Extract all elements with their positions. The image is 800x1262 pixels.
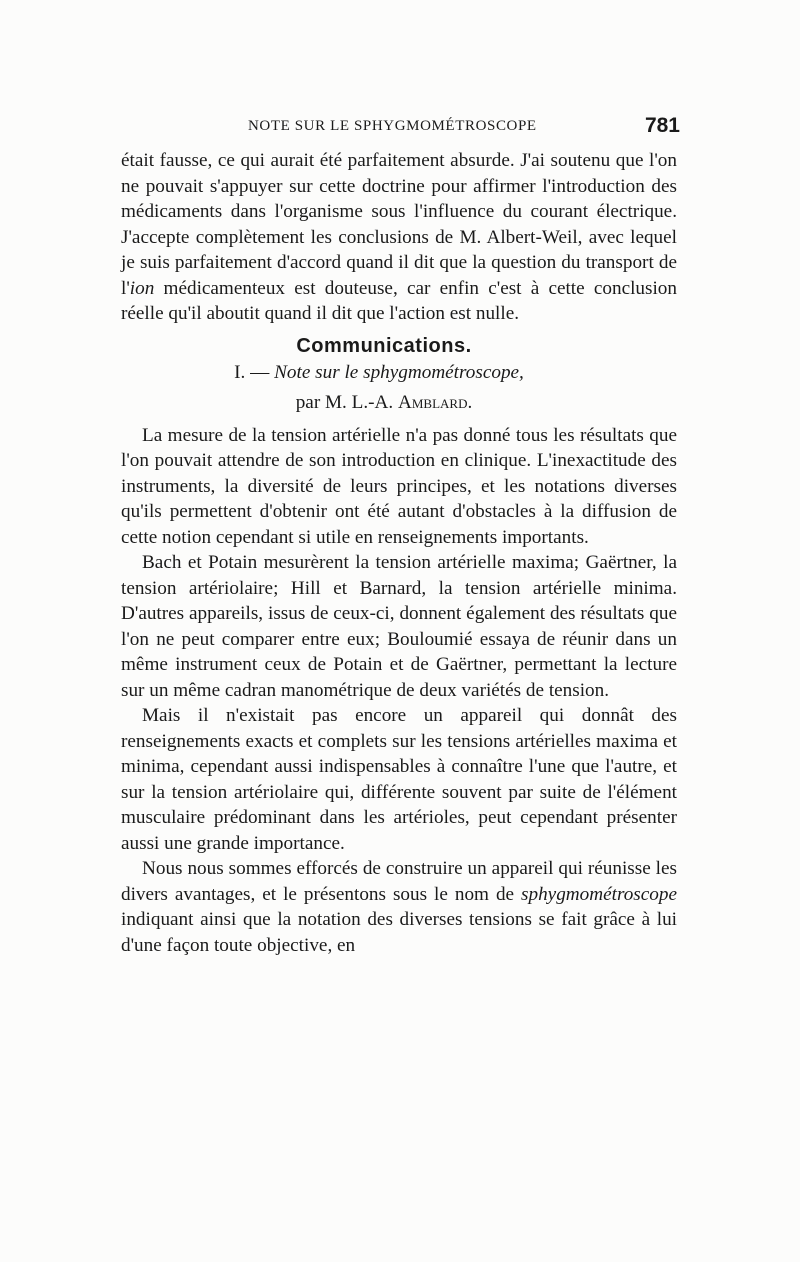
body-text	[121, 148, 677, 958]
continuation-paragraph	[121, 148, 677, 327]
byline	[121, 387, 677, 419]
page-number: 781	[644, 114, 680, 137]
paragraph-2: Bach et Potain mesurèrent la tension artérielle maxima; Gaërtner, la tension artériolaire; Hill et Barnard, la tension artérielle minima. D'autres appareils, issus de ceux-ci, donnent également des résultats que l'on ne peut comparer entre eux; Bouloumié essaya de réunir dans un même instrument ceux de Potain et de Gaërtner, permettant la lecture sur un même cadran manométrique de deux variétés de tension.	[121, 552, 677, 701]
continuation-text: était fausse, ce qui aurait été parfaitement absurde. J'ai soutenu que l'on ne pouvait s'appuyer sur cette doctrine pour affirmer l'introduction des médicaments dans l'organisme sous l'influence du courant électrique. J'accepte complètement les conclusions de M. Albert-Weil, avec lequel je suis parfaitement d'accord quand il dit que la question du transport de l'	[121, 150, 677, 299]
running-title: NOTE SUR LE SPHYGMOMÉTROSCOPE	[248, 118, 537, 134]
paragraph-4-start: Nous nous sommes efforcés de construire un appareil qui réunisse les divers avantages, et le présentons sous le nom de	[121, 858, 677, 905]
paragraph-4-end: indiquant ainsi que la notation des diverses tensions se fait grâce à lui d'une façon toute objective, en	[121, 909, 677, 956]
paragraph-4	[121, 856, 677, 958]
running-header	[120, 110, 680, 140]
continuation-italic: ion	[129, 277, 155, 299]
paragraph-3: Mais il n'existait pas encore un appareil qui donnât des renseignements exacts et complets sur les tensions artérielles maxima et minima, cependant aussi indispensables à connaître l'une que l'autre, et sur la tension artériolaire qui, différente souvent par suite de l'élément musculaire prédominant dans les artérioles, peut cependant présenter aussi une grande importance.	[121, 705, 677, 854]
continuation-end: médicamenteux est douteuse, car enfin c'est à cette conclusion réelle qu'il aboutit quand il dit que l'action est nulle.	[121, 277, 677, 324]
paper-heading	[121, 359, 677, 387]
paragraph-1: La mesure de la tension artérielle n'a pas donné tous les résultats que l'on pouvait attendre de son introduction en clinique. L'inexactitude des instruments, la diversité de leurs principes, et les notations diverses qu'ils permettent d'obtenir ont été autant d'obstacles à la diffusion de cette notion cependant si utile en renseignements importants.	[121, 424, 677, 548]
paragraph-4-italic: sphygmométroscope	[521, 883, 677, 905]
paper-title: Note sur le sphygmométroscope,	[274, 361, 524, 383]
paper-number: I. —	[234, 361, 275, 383]
byline-prefix: par M. L.-A.	[295, 391, 399, 413]
byline-author: Amblard.	[398, 391, 473, 413]
section-title: Communications.	[296, 334, 472, 357]
